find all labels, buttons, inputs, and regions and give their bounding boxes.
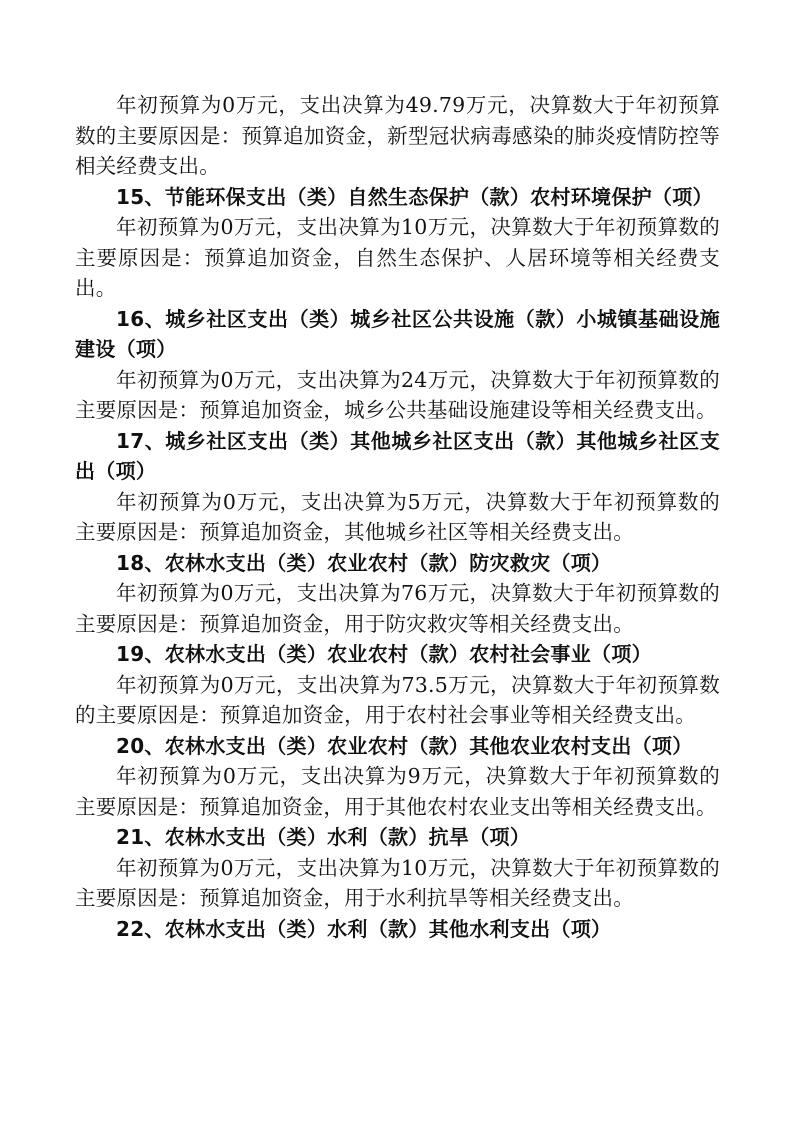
- document-body: [75, 90, 720, 944]
- paragraph-16-explanation: 年初预算为0万元，支出决算为24万元，决算数大于年初预算数的主要原因是：预算追加资金，城乡公共基础设施建设等相关经费支出。: [75, 367, 720, 422]
- heading-item-21: 21、农林水支出（类）水利（款）抗旱（项）: [116, 825, 531, 849]
- paragraph-18-explanation: 年初预算为0万元，支出决算为76万元，决算数大于年初预算数的主要原因是：预算追加资金，用于防灾救灾等相关经费支出。: [75, 581, 720, 636]
- heading-item-19: 19、农林水支出（类）农业农村（款）农村社会事业（项）: [116, 642, 652, 666]
- paragraph-21-explanation: 年初预算为0万元，支出决算为10万元，决算数大于年初预算数的主要原因是：预算追加资金，用于水利抗旱等相关经费支出。: [75, 855, 720, 910]
- heading-item-22: 22、农林水支出（类）水利（款）其他水利支出（项）: [116, 916, 612, 941]
- heading-item-18: 18、农林水支出（类）农业农村（款）防灾救灾（项）: [116, 550, 612, 575]
- heading-item-20: 20、农林水支出（类）农业农村（款）其他农业农村支出（项）: [116, 733, 693, 758]
- paragraph-20-explanation: 年初预算为0万元，支出决算为9万元，决算数大于年初预算数的主要原因是：预算追加资金，用于其他农村农业支出等相关经费支出。: [75, 764, 720, 819]
- paragraph-17-explanation: 年初预算为0万元，支出决算为5万元，决算数大于年初预算数的主要原因是：预算追加资金，其他城乡社区等相关经费支出。: [75, 489, 720, 544]
- heading-item-15: 15、节能环保支出（类）自然生态保护（款）农村环境保护（项）: [116, 184, 713, 209]
- paragraph-15-explanation: 年初预算为0万元，支出决算为10万元，决算数大于年初预算数的主要原因是：预算追加资金，自然生态保护、人居环境等相关经费支出。: [75, 215, 720, 300]
- heading-item-16: 16、城乡社区支出（类）城乡社区公共设施（款）小城镇基础设施建设（项）: [75, 306, 720, 361]
- paragraph-19-explanation: 年初预算为0万元，支出决算为73.5万元，决算数大于年初预算数的主要原因是：预算追加资金，用于农村社会事业等相关经费支出。: [75, 672, 720, 727]
- paragraph-14-explanation: 年初预算为0万元，支出决算为49.79万元，决算数大于年初预算数的主要原因是：预算追加资金，新型冠状病毒感染的肺炎疫情防控等相关经费支出。: [75, 93, 720, 178]
- heading-item-17: 17、城乡社区支出（类）其他城乡社区支出（款）其他城乡社区支出（项）: [75, 428, 720, 483]
